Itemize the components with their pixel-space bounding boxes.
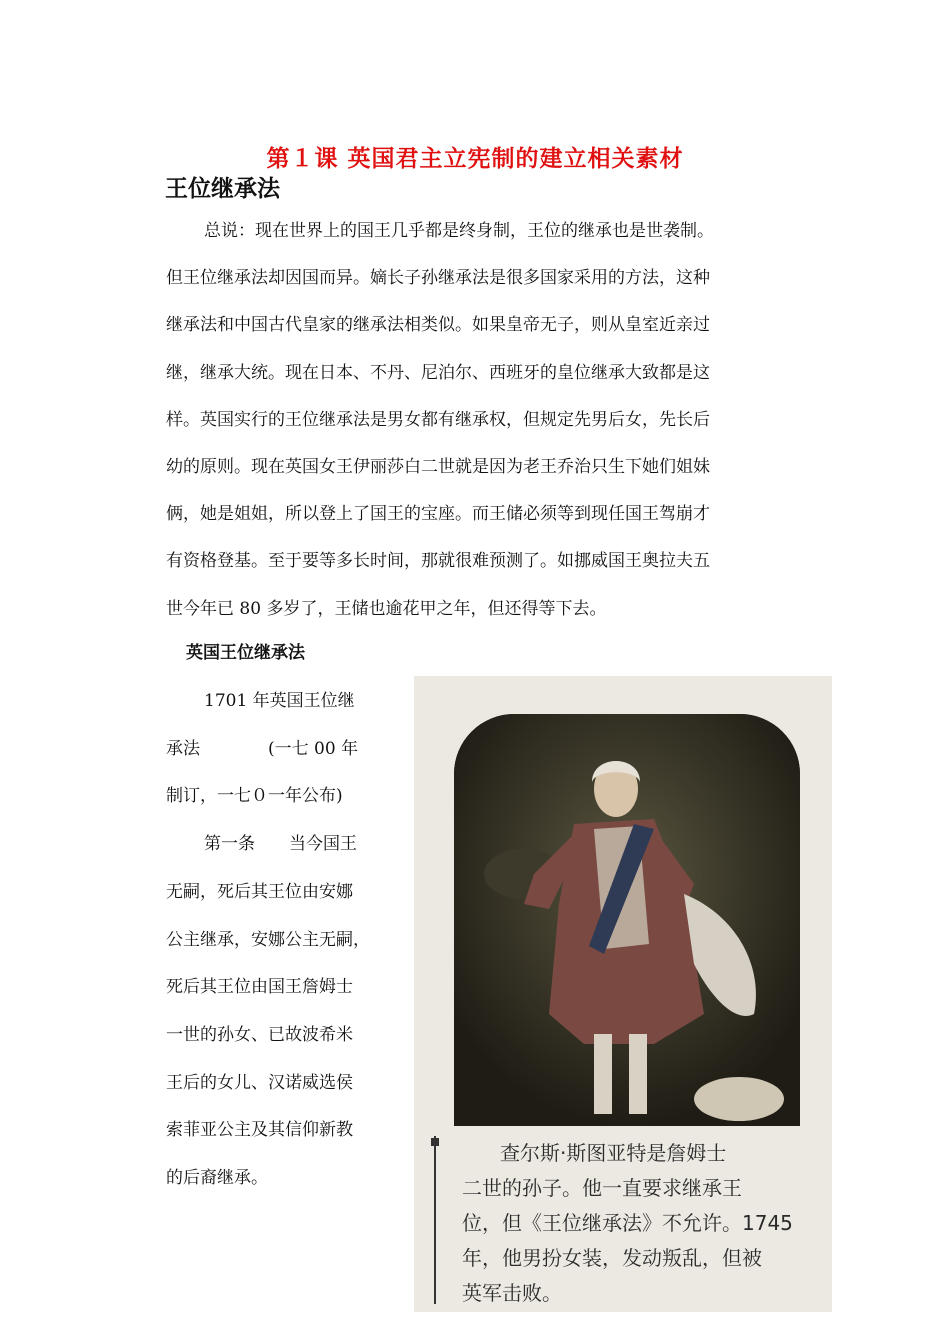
law-line: 的后裔继承。 <box>166 1168 268 1189</box>
law-line: 死后其王位由国王詹姆士 <box>166 977 353 998</box>
law-line: 1701 年英国王位继 <box>204 691 355 711</box>
portrait-painting <box>454 714 800 1126</box>
textbook-photo <box>414 676 832 1312</box>
intro-paragraph <box>166 208 786 633</box>
caption-text <box>462 1136 818 1311</box>
portrait-figure-illustration <box>454 714 800 1126</box>
law-line: 王后的女儿、汉诺威选侯 <box>166 1072 353 1093</box>
paragraph-line: 世今年已 80 多岁了，王储也逾花甲之年，但还得等下去。 <box>166 598 607 619</box>
paragraph-line: 总说：现在世界上的国王几乎都是终身制，王位的继承也是世袭制。 <box>204 221 714 241</box>
caption-line: 二世的孙子。他一直要求继承王 <box>462 1176 742 1200</box>
paragraph-line: 继，继承大统。现在日本、不丹、尼泊尔、西班牙的皇位继承大致都是这 <box>166 362 710 383</box>
paragraph-line: 但王位继承法却因国而异。嫡长子孙继承法是很多国家采用的方法，这种 <box>166 268 710 289</box>
caption-rule <box>434 1136 436 1304</box>
caption-line: 位，但《王位继承法》不允许。1745 <box>462 1211 793 1235</box>
section-heading: 王位继承法 <box>165 176 280 202</box>
caption-marker <box>431 1138 439 1146</box>
paragraph-line: 样。英国实行的王位继承法是男女都有继承权，但规定先男后女，先长后 <box>166 409 710 430</box>
law-line: 公主继承，安娜公主无嗣， <box>166 929 370 950</box>
caption-line: 年，他男扮女装，发动叛乱，但被 <box>462 1246 762 1270</box>
law-line: 一世的孙女、已故波希米 <box>166 1024 353 1045</box>
paragraph-line: 幼的原则。现在英国女王伊丽莎白二世就是因为老王乔治只生下她们姐妹 <box>166 457 710 478</box>
law-line: 无嗣，死后其王位由安娜 <box>166 881 353 902</box>
subheading: 英国王位继承法 <box>186 643 305 663</box>
paragraph-line: 俩，她是姐姐，所以登上了国王的宝座。而王储必须等到现任国王驾崩才 <box>166 504 710 525</box>
law-line: 第一条 当今国王 <box>204 834 357 855</box>
document-title: 第１课 英国君主立宪制的建立相关素材 <box>266 145 684 172</box>
paragraph-line: 继承法和中国古代皇家的继承法相类似。如果皇帝无子，则从皇室近亲过 <box>166 315 710 336</box>
caption-line: 查尔斯·斯图亚特是詹姆士 <box>500 1141 727 1165</box>
law-text <box>166 678 400 1203</box>
law-line: 承法 (一七 00 年 <box>166 738 359 759</box>
law-line: 索菲亚公主及其信仰新教 <box>166 1120 353 1141</box>
paragraph-line: 有资格登基。至于要等多长时间，那就很难预测了。如挪威国王奥拉夫五 <box>166 551 710 572</box>
law-line: 制订，一七０一年公布) <box>166 786 343 807</box>
caption-line: 英军击败。 <box>462 1281 562 1305</box>
